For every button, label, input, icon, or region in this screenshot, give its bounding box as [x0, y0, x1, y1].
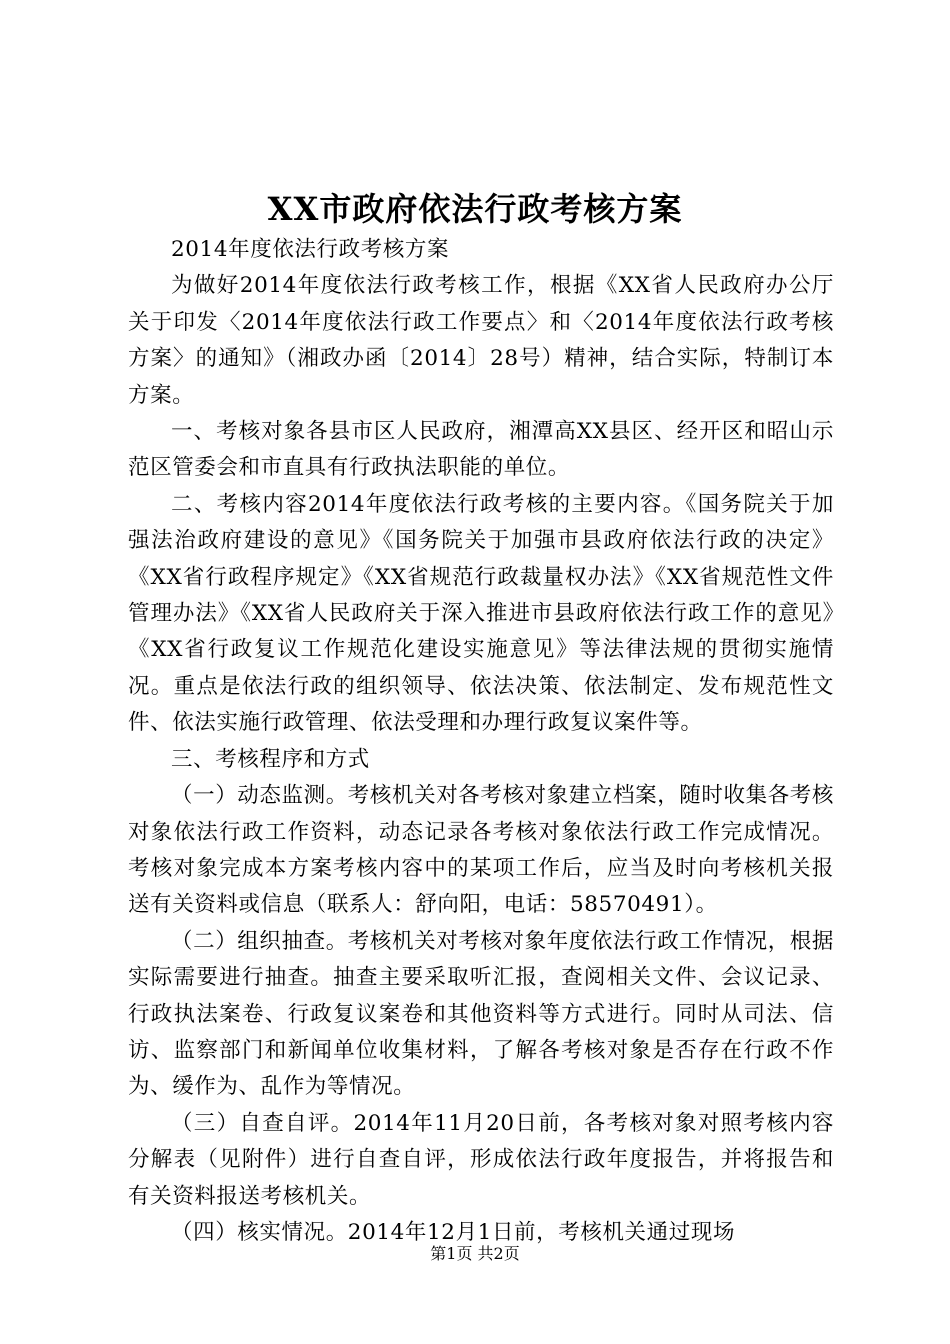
paragraph-intro: 为做好2014年度依法行政考核工作，根据《XX省人民政府办公厅关于印发〈2014年度依法行政工作要点〉和〈2014年度依法行政考核方案〉的通知》（湘政办函〔2014〕28号）精神，结合实际，特制订本方案。: [128, 273, 834, 408]
paragraph-item-1: （一）动态监测。考核机关对各考核对象建立档案，随时收集各考核对象依法行政工作资料，动态记录各考核对象依法行政工作完成情况。考核对象完成本方案考核内容中的某项工作后，应当及时向考核机关报送有关资料或信息（联系人：舒向阳，电话：58570491）。: [128, 783, 835, 918]
paragraph-section-1: 一、考核对象各县市区人民政府，湘潭高XX县区、经开区和昭山示范区管委会和市直具有行政执法职能的单位。: [128, 419, 834, 481]
paragraph-subtitle: 2014年度依法行政考核方案: [171, 237, 450, 262]
page-footer: 第1页 共2页: [430, 1244, 520, 1263]
paragraph-item-3: （三）自查自评。2014年11月20日前，各考核对象对照考核内容分解表（见附件）进行自查自评，形成依法行政年度报告，并将报告和有关资料报送考核机关。: [128, 1110, 834, 1209]
document-title: XX市政府依法行政考核方案: [267, 190, 683, 228]
paragraph-item-4: （四）核实情况。2014年12月1日前，考核机关通过现场: [171, 1219, 736, 1245]
paragraph-section-2: 二、考核内容2014年度依法行政考核的主要内容。《国务院关于加强法治政府建设的意见》《国务院关于加强市县政府依法行政的决定》《XX省行政程序规定》《XX省规范行政裁量权办法》《XX省规范性文件管理办法》《XX省人民政府关于深入推进市县政府依法行政工作的意见》《XX省行政复议工作规范化建设实施意见》等法律法规的贯彻实施情况。重点是依法行政的组织领导、依法决策、依法制定、发布规范性文件、依法实施行政管理、依法受理和办理行政复议案件等。: [128, 491, 834, 736]
document-body: [128, 232, 834, 1251]
paragraph-item-2: （二）组织抽查。考核机关对考核对象年度依法行政工作情况，根据实际需要进行抽查。抽查主要采取听汇报，查阅相关文件、会议记录、行政执法案卷、行政复议案卷和其他资料等方式进行。同时从司法、信访、监察部门和新闻单位收集材料，了解各考核对象是否存在行政不作为、缓作为、乱作为等情况。: [128, 928, 835, 1100]
paragraph-section-3-heading: 三、考核程序和方式: [171, 746, 370, 772]
